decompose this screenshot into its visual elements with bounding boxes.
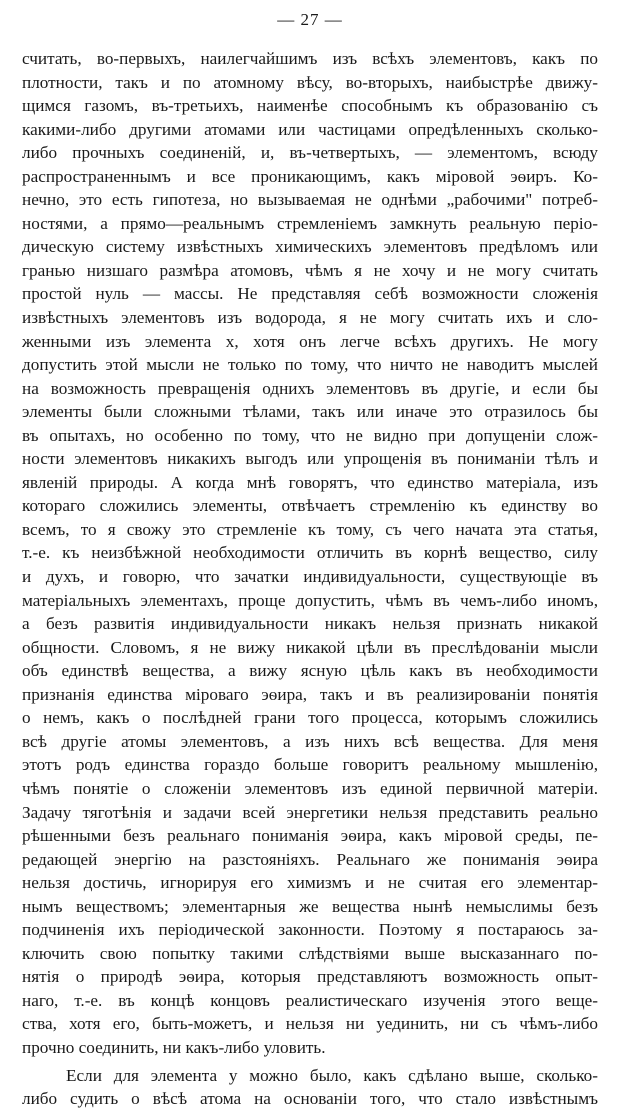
text-line: о немъ, какъ о послѣдней грани того процесса, которымъ сложились <box>22 708 598 728</box>
text-line: извѣстныхъ элементовъ изъ водорода, я не могу считать ихъ и сло- <box>22 308 598 328</box>
text-line: подчиненія ихъ періодической законности. Поэтому я постараюсь за- <box>22 920 598 940</box>
text-line: женными изъ элемента x, хотя онъ легче всѣхъ другихъ. Не могу <box>22 331 598 351</box>
paragraph <box>22 1064 598 1111</box>
text-line: т.-е. къ неизбѣжной необходимости отличить въ корнѣ вещество, силу <box>22 543 598 563</box>
text-line: въ опытахъ, но особенно по тому, что не видно при допущеніи слож- <box>22 425 598 445</box>
text-line: нельзя достичь, игнорируя его химизмъ и не считая его элементар- <box>22 873 598 893</box>
text-line: редающей энергію на разстояніяхъ. Реальнаго же пониманія эѳира <box>22 849 598 869</box>
text-line: простой нуль — массы. Не представляя себѣ возможности сложенія <box>22 284 598 304</box>
text-line: нымъ веществомъ; элементарныя же вещества нынѣ немыслимы безъ <box>22 896 598 916</box>
text-line: ства, хотя его, быть-можетъ, и нельзя ни уединить, ни съ чѣмъ-либо <box>22 1014 598 1034</box>
text-line: матеріальныхъ элементахъ, проще допустить, чѣмъ въ чемъ-либо иномъ, <box>22 590 598 610</box>
text-line: гранью низшаго размѣра атомовъ, чѣмъ я не хочу и не могу считать <box>22 260 598 280</box>
text-line: чѣмъ понятіе о сложеніи элементовъ изъ единой первичной матеріи. <box>22 778 598 798</box>
text-line: нятія о природѣ эѳира, которыя представляютъ возможность опыт- <box>22 967 598 987</box>
text-line: считать, во-первыхъ, наилегчайшимъ изъ всѣхъ элементовъ, какъ по <box>22 49 598 68</box>
text-line: ностями, а прямо—реальнымъ стремленіемъ замкнуть реальную періо- <box>22 213 598 233</box>
text-line: объ единствѣ вещества, а вижу ясную цѣль какъ въ необходимости <box>22 661 598 681</box>
body-text <box>22 47 598 1111</box>
text-line: явленій природы. А когда мнѣ говорятъ, что единство матеріала, изъ <box>22 472 598 492</box>
text-line: признанія единства міроваго эѳира, такъ и въ реализированіи понятія <box>22 684 598 704</box>
text-line: либо прочныхъ соединеній, и, въ-четвертыхъ, — элементомъ, всюду <box>22 143 598 163</box>
text-line: всѣ другіе атомы элементовъ, а изъ нихъ всѣ вещества. Для меня <box>22 731 598 751</box>
text-line: либо судить о вѣсѣ атома на основаніи того, что стало извѣстнымъ <box>22 1089 598 1109</box>
text-line: нечно, это есть гипотеза, но вызываемая не однѣми „рабочими" потреб- <box>22 190 598 210</box>
text-line: прочно соединить, ни какъ-либо уловить. <box>22 1037 326 1057</box>
text-line: на возможность превращенія однихъ элементовъ въ другіе, и если бы <box>22 378 598 398</box>
text-line: какими-либо другими атомами или частицами опредѣленныхъ сколько- <box>22 119 598 139</box>
text-line: допустить этой мысли не только по тому, что ничто не наводитъ мыслей <box>22 355 598 375</box>
text-line: а безъ развитія индивидуальности никакъ нельзя признать никакой <box>22 614 598 634</box>
text-line: элементы были сложными тѣлами, такъ или иначе это отразилось бы <box>22 402 598 422</box>
page-number: — 27 — <box>277 10 343 29</box>
text-line: котораго сложились элементы, отвѣчаетъ стремленію къ единству во <box>22 496 598 516</box>
text-line: всемъ, то я свожу это стремленіе къ тому, съ чего начата эта статья, <box>22 519 598 539</box>
text-line: общности. Словомъ, я не вижу никакой цѣли въ преслѣдованіи мысли <box>22 637 598 657</box>
text-line: рѣшенными безъ реальнаго пониманія эѳира, какъ міровой среды, пе- <box>22 826 598 846</box>
text-line: Задачу тяготѣнія и задачи всей энергетики нельзя представить реально <box>22 802 598 822</box>
text-line: дическую систему извѣстныхъ химическихъ элементовъ предѣломъ или <box>22 237 598 257</box>
text-line: щимся газомъ, въ-третьихъ, наименѣе способнымъ къ образованію съ <box>22 96 598 116</box>
text-line: Если для элемента y можно было, какъ сдѣлано выше, сколько- <box>66 1065 598 1085</box>
text-line: этотъ родъ единства гораздо больше говоритъ реальному мышленію, <box>22 755 598 775</box>
text-line: плотности, такъ и по атомному вѣсу, во-вторыхъ, наибыстрѣе движу- <box>22 72 598 92</box>
text-line: и духъ, и говорю, что зачатки индивидуальности, существующіе въ <box>22 567 598 587</box>
paragraph <box>22 47 598 1060</box>
text-line: распространеннымъ и все проникающимъ, какъ міровой эѳиръ. Ко- <box>22 166 598 186</box>
text-line: ключить свою попытку такими слѣдствіями выше высказаннаго по- <box>22 943 598 963</box>
text-line: наго, т.-е. въ концѣ концовъ реалистическаго изученія этого веще- <box>22 990 598 1010</box>
text-line: ности элементовъ никакихъ выгодъ или упрощенія въ пониманіи тѣлъ и <box>22 449 598 469</box>
